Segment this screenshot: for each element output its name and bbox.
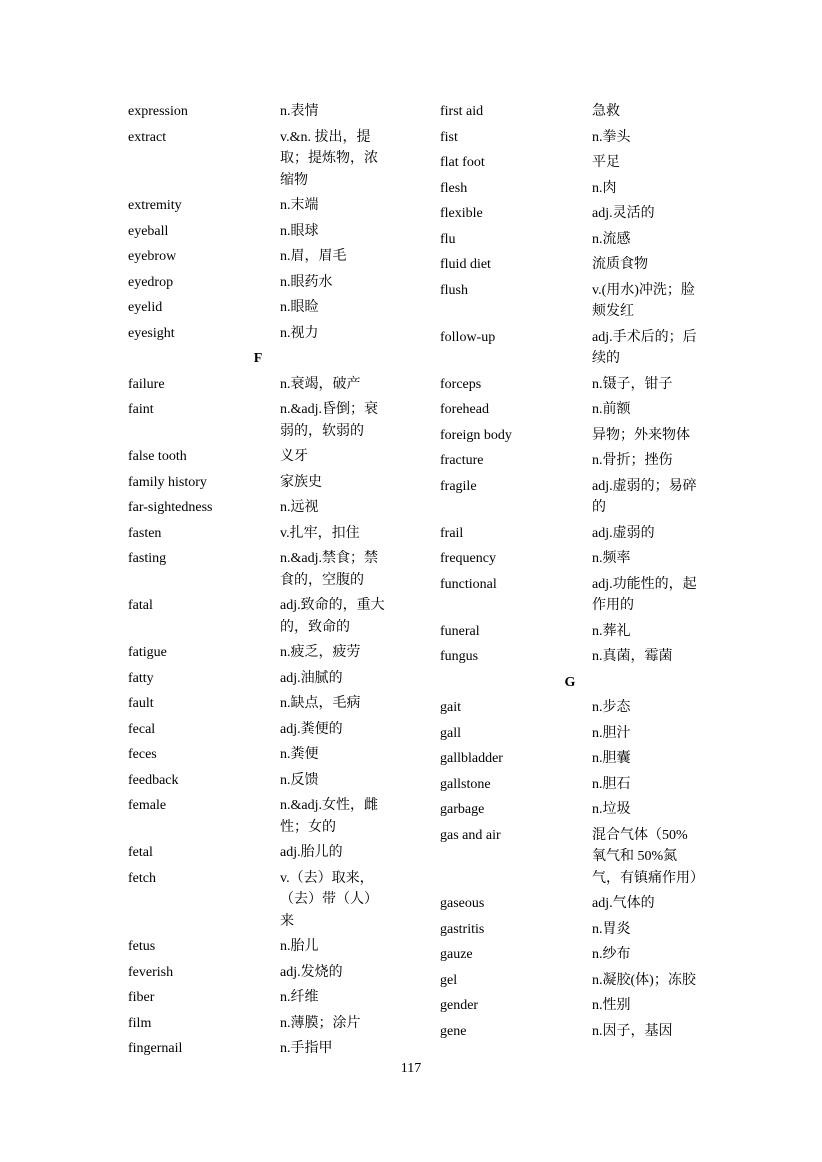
entry-term: first aid [440, 104, 484, 119]
glossary-entry [440, 178, 730, 200]
entry-definition: adj.油腻的 [280, 670, 343, 686]
glossary-entry [128, 962, 418, 984]
entry-term: fetch [128, 870, 156, 886]
glossary-entry [440, 825, 730, 890]
entry-definition: n.纤维 [280, 990, 319, 1005]
entry-term: failure [128, 376, 165, 392]
entry-term: fragile [440, 478, 477, 494]
entry-term: fasting [128, 551, 167, 566]
glossary-entry [128, 221, 418, 243]
entry-definition: 流质食物 [592, 257, 648, 272]
entry-definition: n.频率 [592, 551, 631, 566]
glossary-entry [440, 774, 730, 796]
glossary-entry [128, 446, 418, 468]
entry-term: fatal [128, 598, 153, 613]
glossary-entry [128, 842, 418, 864]
entry-definition: n.末端 [280, 198, 319, 213]
entry-term: eyeball [128, 223, 169, 239]
entry-term: feverish [128, 964, 174, 980]
glossary-entry [128, 246, 418, 268]
entry-term: flu [440, 231, 456, 247]
glossary-entry [128, 1038, 418, 1060]
entry-term: flexible [440, 206, 483, 221]
glossary-entry [128, 195, 418, 217]
entry-term: gall [440, 725, 461, 741]
entry-term: fluid diet [440, 257, 491, 272]
glossary-entry [128, 693, 418, 715]
entry-definition: adj.虚弱的；易碎的 [592, 478, 697, 515]
entry-definition: adj.胎儿的 [280, 845, 343, 860]
entry-definition: v.&n. 拔出，提取；提炼物，浓缩物 [280, 129, 378, 188]
entry-term: false tooth [128, 449, 187, 464]
entry-term: fault [128, 696, 154, 711]
entry-definition: v.（去）取来，（去）带（人）来 [280, 870, 378, 929]
entry-definition: n.眼球 [280, 223, 319, 239]
section-letter-heading: F [253, 351, 263, 366]
glossary-entry [128, 1013, 418, 1035]
glossary-entry [440, 621, 730, 643]
entry-definition: adj.功能性的，起作用的 [592, 576, 697, 613]
entry-term: fatigue [128, 645, 167, 660]
entry-term: gas and air [440, 827, 501, 843]
entry-term: forceps [440, 376, 482, 392]
entry-term: gastritis [440, 921, 485, 937]
glossary-entry [128, 795, 418, 838]
entry-term: film [128, 1015, 152, 1031]
glossary-entry [128, 744, 418, 766]
entry-term: extract [128, 129, 167, 145]
entry-term: garbage [440, 802, 485, 817]
entry-definition: n.葬礼 [592, 623, 631, 639]
entry-definition: n.胆汁 [592, 725, 631, 741]
glossary-entry [440, 646, 730, 668]
entry-definition: n.眼睑 [280, 300, 319, 315]
glossary-entry [128, 497, 418, 519]
entry-definition: n.疲乏，疲劳 [280, 645, 361, 660]
entry-definition: adj.灵活的 [592, 206, 655, 221]
glossary-entry [440, 1021, 730, 1043]
entry-definition: n.&adj.禁食；禁食的，空腹的 [280, 551, 378, 588]
entry-definition: n.因子，基因 [592, 1023, 673, 1039]
glossary-entry [128, 548, 418, 591]
entry-term: forehead [440, 402, 489, 417]
entry-definition: v.扎牢，扣住 [280, 525, 360, 541]
glossary-entry [440, 203, 730, 225]
glossary-entry [440, 476, 730, 519]
glossary-entry [440, 548, 730, 570]
entry-definition: 异物；外来物体 [592, 427, 690, 443]
glossary-entry [440, 127, 730, 149]
entry-term: family history [128, 474, 207, 490]
glossary-entry [128, 868, 418, 933]
entry-definition: n.镊子，钳子 [592, 376, 673, 392]
entry-term: follow-up [440, 329, 496, 345]
entry-definition: n.反馈 [280, 772, 319, 788]
glossary-column-left [128, 101, 418, 1064]
glossary-entry [128, 642, 418, 664]
entry-definition: n.凝胶(体)；冻胶 [592, 972, 696, 988]
entry-definition: n.薄膜；涂片 [280, 1015, 361, 1031]
glossary-entry [440, 944, 730, 966]
entry-definition: n.眼药水 [280, 274, 333, 290]
entry-term: flat foot [440, 155, 485, 170]
glossary-column-right [440, 101, 730, 1046]
entry-definition: adj.发烧的 [280, 964, 343, 980]
entry-definition: n.衰竭，破产 [280, 376, 361, 392]
glossary-entry [440, 799, 730, 821]
entry-definition: n.表情 [280, 104, 319, 119]
entry-definition: adj.气体的 [592, 896, 655, 911]
glossary-entry [440, 919, 730, 941]
glossary-entry [440, 399, 730, 421]
entry-term: fiber [128, 990, 155, 1005]
glossary-entry [440, 229, 730, 251]
entry-term: expression [128, 104, 188, 119]
entry-definition: n.&adj.女性，雌性；女的 [280, 798, 378, 835]
entry-definition: 平足 [592, 155, 620, 170]
entry-definition: n.步态 [592, 700, 631, 715]
entry-term: functional [440, 576, 497, 592]
glossary-entry [128, 374, 418, 396]
glossary-entry [128, 668, 418, 690]
entry-term: feedback [128, 772, 179, 788]
entry-term: gaseous [440, 896, 485, 911]
glossary-entry [128, 936, 418, 958]
entry-definition: v.(用水)冲洗；脸颊发红 [592, 282, 695, 319]
glossary-entry [440, 697, 730, 719]
entry-definition: n.真菌，霉菌 [592, 649, 673, 664]
entry-term: fatty [128, 670, 154, 686]
glossary-entry [128, 127, 418, 192]
entry-term: feces [128, 747, 157, 762]
entry-definition: n.视力 [280, 325, 319, 341]
entry-term: flush [440, 282, 468, 298]
entry-term: fecal [128, 721, 156, 737]
glossary-entry [128, 770, 418, 792]
entry-definition: n.纱布 [592, 947, 631, 962]
entry-definition: 义牙 [280, 449, 308, 464]
entry-definition: 家族史 [280, 474, 322, 490]
entry-term: gallbladder [440, 751, 503, 766]
entry-term: fetus [128, 939, 156, 954]
entry-term: eyebrow [128, 249, 177, 264]
glossary-entry [440, 723, 730, 745]
entry-term: female [128, 798, 167, 813]
glossary-entry [440, 280, 730, 323]
entry-term: far-sightedness [128, 500, 213, 515]
entry-term: fingernail [128, 1041, 183, 1056]
entry-term: frail [440, 525, 464, 541]
glossary-entry [440, 574, 730, 617]
glossary-entry [128, 272, 418, 294]
entry-term: eyelid [128, 300, 163, 315]
glossary-entry [128, 399, 418, 442]
entry-definition: n.胃炎 [592, 921, 631, 937]
entry-term: fasten [128, 525, 162, 541]
entry-term: faint [128, 402, 154, 417]
entry-definition: adj.手术后的；后续的 [592, 329, 697, 366]
entry-definition: n.手指甲 [280, 1041, 333, 1056]
entry-definition: adj.粪便的 [280, 721, 343, 737]
entry-term: eyedrop [128, 274, 174, 290]
entry-term: fracture [440, 453, 484, 468]
glossary-entry [440, 748, 730, 770]
glossary-entry [440, 425, 730, 447]
entry-term: fist [440, 129, 458, 145]
entry-term: eyesight [128, 325, 175, 341]
glossary-entry [440, 450, 730, 472]
glossary-entry [440, 893, 730, 915]
glossary-entry [440, 970, 730, 992]
entry-definition: n.缺点，毛病 [280, 696, 361, 711]
entry-definition: n.&adj.昏倒；衰弱的，软弱的 [280, 402, 378, 439]
entry-term: gene [440, 1023, 467, 1039]
glossary-entry [440, 254, 730, 276]
entry-definition: n.眉，眉毛 [280, 249, 347, 264]
section-letter-heading: G [564, 674, 576, 690]
entry-definition: adj.致命的，重大的，致命的 [280, 598, 385, 635]
glossary-entry [128, 523, 418, 545]
entry-term: extremity [128, 198, 182, 213]
entry-term: gallstone [440, 776, 491, 792]
entry-definition: n.流感 [592, 231, 631, 247]
entry-term: gender [440, 998, 479, 1013]
entry-term: foreign body [440, 427, 512, 443]
entry-term: gauze [440, 947, 473, 962]
glossary-entry [128, 472, 418, 494]
entry-definition: n.骨折；挫伤 [592, 453, 673, 468]
glossary-entry [440, 101, 730, 123]
entry-definition: n.前额 [592, 402, 631, 417]
glossary-entry [128, 987, 418, 1009]
entry-definition: n.远视 [280, 500, 319, 515]
entry-definition: n.性别 [592, 998, 631, 1013]
entry-term: fungus [440, 649, 479, 664]
entry-term: frequency [440, 551, 496, 566]
page-number: 117 [400, 1061, 422, 1076]
entry-definition: 急救 [592, 104, 620, 119]
entry-definition: n.拳头 [592, 129, 631, 145]
entry-term: flesh [440, 180, 468, 196]
glossary-entry [440, 327, 730, 370]
entry-definition: n.垃圾 [592, 802, 631, 817]
glossary-entry [440, 152, 730, 174]
glossary-entry [128, 719, 418, 741]
glossary-entry [128, 297, 418, 319]
entry-definition: 混合气体（50%氧气和 50%氮气，有镇痛作用） [592, 827, 704, 886]
glossary-entry [440, 523, 730, 545]
entry-definition: n.胆石 [592, 776, 631, 792]
entry-term: gait [440, 700, 461, 715]
entry-definition: n.胎儿 [280, 939, 319, 954]
glossary-entry [440, 995, 730, 1017]
glossary-entry [440, 374, 730, 396]
entry-term: fetal [128, 845, 153, 860]
glossary-entry [128, 595, 418, 638]
glossary-entry [128, 323, 418, 345]
entry-definition: n.胆囊 [592, 751, 631, 766]
entry-definition: adj.虚弱的 [592, 525, 655, 541]
glossary-entry [128, 101, 418, 123]
entry-definition: n.粪便 [280, 747, 319, 762]
entry-term: funeral [440, 623, 480, 639]
entry-definition: n.肉 [592, 180, 617, 196]
entry-term: gel [440, 972, 458, 988]
